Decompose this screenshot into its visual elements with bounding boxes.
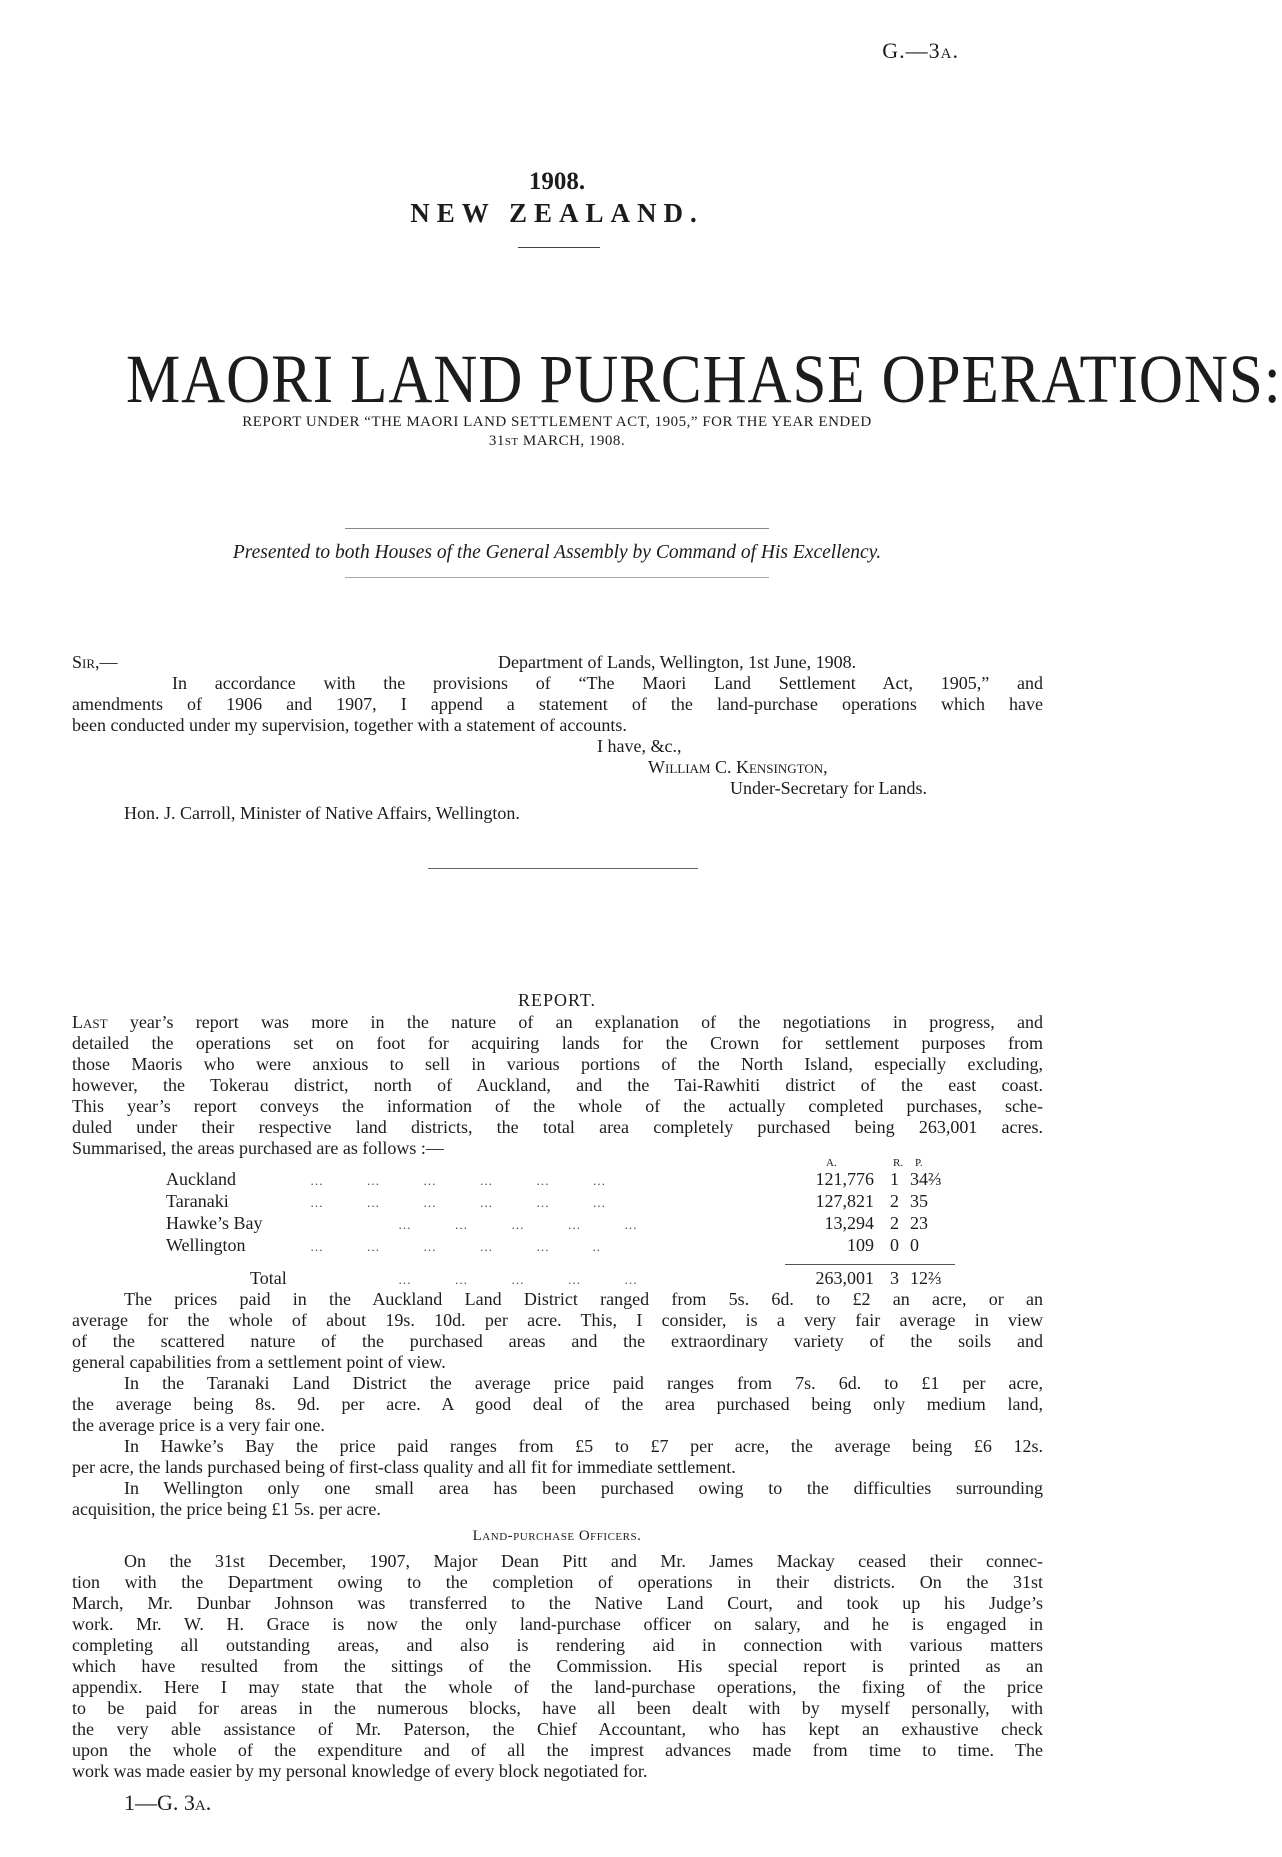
table-roods: 1 (890, 1169, 899, 1189)
table-unit-perches: P. (915, 1157, 923, 1169)
officers-line-8: to be paid for areas in the numerous blocks, have all been dealt with by myself personally, with (72, 1698, 1043, 1718)
table-unit-acres: A. (826, 1157, 837, 1169)
report-para-line-5: In the Taranaki Land District the average price paid ranges from 7s. 6d. to £1 per acre, (124, 1373, 1043, 1393)
report-intro-line-1: Last year’s report was more in the nature of an explanation of the negotiations in progress, and (72, 1012, 1043, 1032)
officers-line-2: tion with the Department owing to the completion of operations in their districts. On the 31st (72, 1572, 1043, 1592)
page-footer-ref: 1—G. 3a. (124, 1790, 212, 1815)
publication-year: 1908. (528, 168, 586, 195)
report-intro-line-5: This year’s report conveys the information of the whole of the actually completed purchases, sche- (72, 1096, 1043, 1116)
table-total-rule (785, 1264, 955, 1265)
letter-body-line-1: In accordance with the provisions of “The Maori Land Settlement Act, 1905,” and (172, 673, 1043, 693)
table-district: Wellington (166, 1235, 246, 1255)
officers-line-5: completing all outstanding areas, and also is rendering aid in connection with various matters (72, 1635, 1043, 1655)
table-district: Taranaki (166, 1191, 229, 1211)
table-leader-dots: … … … … … … (310, 1195, 607, 1210)
report-para-line-3: of the scattered nature of the purchased areas and the extraordinary variety of the soils and (72, 1331, 1043, 1351)
officers-line-1: On the 31st December, 1907, Major Dean Pitt and Mr. James Mackay ceased their connec- (124, 1551, 1043, 1571)
masthead-rule (518, 247, 600, 248)
table-total-acres: 263,001 (815, 1268, 874, 1288)
table-perches: 35 (910, 1191, 928, 1211)
table-leader-dots: … … … … … … (310, 1173, 607, 1188)
report-intro-line-4: however, the Tokerau district, north of Auckland, and the Tai-Rawhiti district of the east coast. (72, 1075, 1043, 1095)
table-acres: 13,294 (824, 1213, 874, 1233)
report-para-line-6: the average being 8s. 9d. per acre. A good deal of the area purchased being only medium land, (72, 1394, 1043, 1414)
officers-line-10: upon the whole of the expenditure and of all the imprest advances made from time to time. The (72, 1740, 1043, 1760)
letter-address-date: Department of Lands, Wellington, 1st June, 1908. (498, 652, 857, 672)
table-leader-dots: … … … … … (398, 1272, 638, 1287)
table-acres: 121,776 (815, 1169, 874, 1189)
table-perches: 0 (910, 1235, 919, 1255)
report-intro-line-2: detailed the operations set on foot for acquiring lands for the Crown for settlement purposes from (72, 1033, 1043, 1053)
table-roods: 0 (890, 1235, 899, 1255)
presented-rule-bottom (345, 577, 769, 578)
report-para-line-10: In Wellington only one small area has been purchased owing to the difficulties surrounding (124, 1478, 1043, 1498)
letter-closing: I have, &c., (597, 736, 682, 756)
report-para-line-11: acquisition, the price being £1 5s. per acre. (72, 1499, 381, 1519)
report-para-line-7: the average price is a very fair one. (72, 1415, 325, 1435)
letter-body-line-3: been conducted under my supervision, together with a statement of accounts. (72, 715, 627, 735)
report-intro-line-7: Summarised, the areas purchased are as follows :— (72, 1138, 444, 1158)
presented-rule-top (345, 528, 769, 529)
document-reference: G.—3a. (882, 38, 959, 63)
letter-salutation: Sir,— (72, 652, 118, 672)
report-heading: REPORT. (517, 990, 597, 1010)
table-total-perches: 12⅔ (910, 1268, 942, 1288)
officers-heading: Land-purchase Officers. (472, 1528, 642, 1544)
table-leader-dots: … … … … … .. (310, 1239, 601, 1254)
officers-line-11: work was made easier by my personal knowledge of every block negotiated for. (72, 1761, 648, 1781)
report-para-line-1: The prices paid in the Auckland Land District ranged from 5s. 6d. to £2 an acre, or an (124, 1289, 1043, 1309)
table-total-roods: 3 (890, 1268, 899, 1288)
table-acres: 127,821 (815, 1191, 874, 1211)
letter-addressee: Hon. J. Carroll, Minister of Native Affairs, Wellington. (124, 803, 520, 823)
report-para-line-8: In Hawke’s Bay the price paid ranges from £5 to £7 per acre, the average being £6 12s. (124, 1436, 1043, 1456)
table-district: Hawke’s Bay (166, 1213, 263, 1233)
letter-rule (428, 868, 698, 869)
table-district: Auckland (166, 1169, 236, 1189)
letter-body-line-2: amendments of 1906 and 1907, I append a statement of the land-purchase operations which have (72, 694, 1043, 714)
table-perches: 23 (910, 1213, 928, 1233)
report-para-line-9: per acre, the lands purchased being of first-class quality and all fit for immediate settlement. (72, 1457, 736, 1477)
subtitle-line-2: 31st MARCH, 1908. (488, 433, 626, 449)
subtitle (100, 413, 1014, 451)
letter-signatory: William C. Kensington, (648, 757, 828, 777)
main-title: MAORI LAND PURCHASE OPERATIONS: (126, 341, 1282, 417)
report-intro-line-6: duled under their respective land districts, the total area completely purchased being 263,001 acres. (72, 1117, 1043, 1137)
officers-line-6: which have resulted from the sittings of the Commission. His special report is printed as an (72, 1656, 1043, 1676)
subtitle-line-1: REPORT UNDER “THE MAORI LAND SETTLEMENT ACT, 1905,” FOR THE YEAR ENDED (242, 414, 872, 430)
officers-line-4: work. Mr. W. H. Grace is now the only land-purchase officer on salary, and he is engaged in (72, 1614, 1043, 1634)
report-para-line-2: average for the whole of about 19s. 10d. per acre. This, I consider, is a very fair average in view (72, 1310, 1043, 1330)
officers-line-3: March, Mr. Dunbar Johnson was transferred to the Native Land Court, and took up his Judge’s (72, 1593, 1043, 1613)
table-roods: 2 (890, 1191, 899, 1211)
presented-line: Presented to both Houses of the General Assembly by Command of His Excellency. (232, 542, 882, 563)
table-leader-dots: … … … … … (398, 1217, 638, 1232)
table-roods: 2 (890, 1213, 899, 1233)
report-para-line-4: general capabilities from a settlement point of view. (72, 1352, 446, 1372)
table-perches: 34⅔ (910, 1169, 942, 1189)
officers-line-9: the very able assistance of Mr. Paterson, the Chief Accountant, who has kept an exhaustive check (72, 1719, 1043, 1739)
table-total-label: Total (250, 1268, 287, 1288)
table-unit-roods: R. (893, 1157, 904, 1169)
report-intro-line-3: those Maoris who were anxious to sell in various portions of the North Island, especially excluding, (72, 1054, 1043, 1074)
country-heading: NEW ZEALAND. (410, 198, 704, 228)
officers-line-7: appendix. Here I may state that the whole of the land-purchase operations, the fixing of the price (72, 1677, 1043, 1697)
table-acres: 109 (847, 1235, 874, 1255)
report-intro-line-1-rest: year’s report was more in the nature of an explanation of the negotiations in progress, and (129, 1012, 1043, 1032)
letter-signatory-title: Under-Secretary for Lands. (730, 778, 928, 798)
